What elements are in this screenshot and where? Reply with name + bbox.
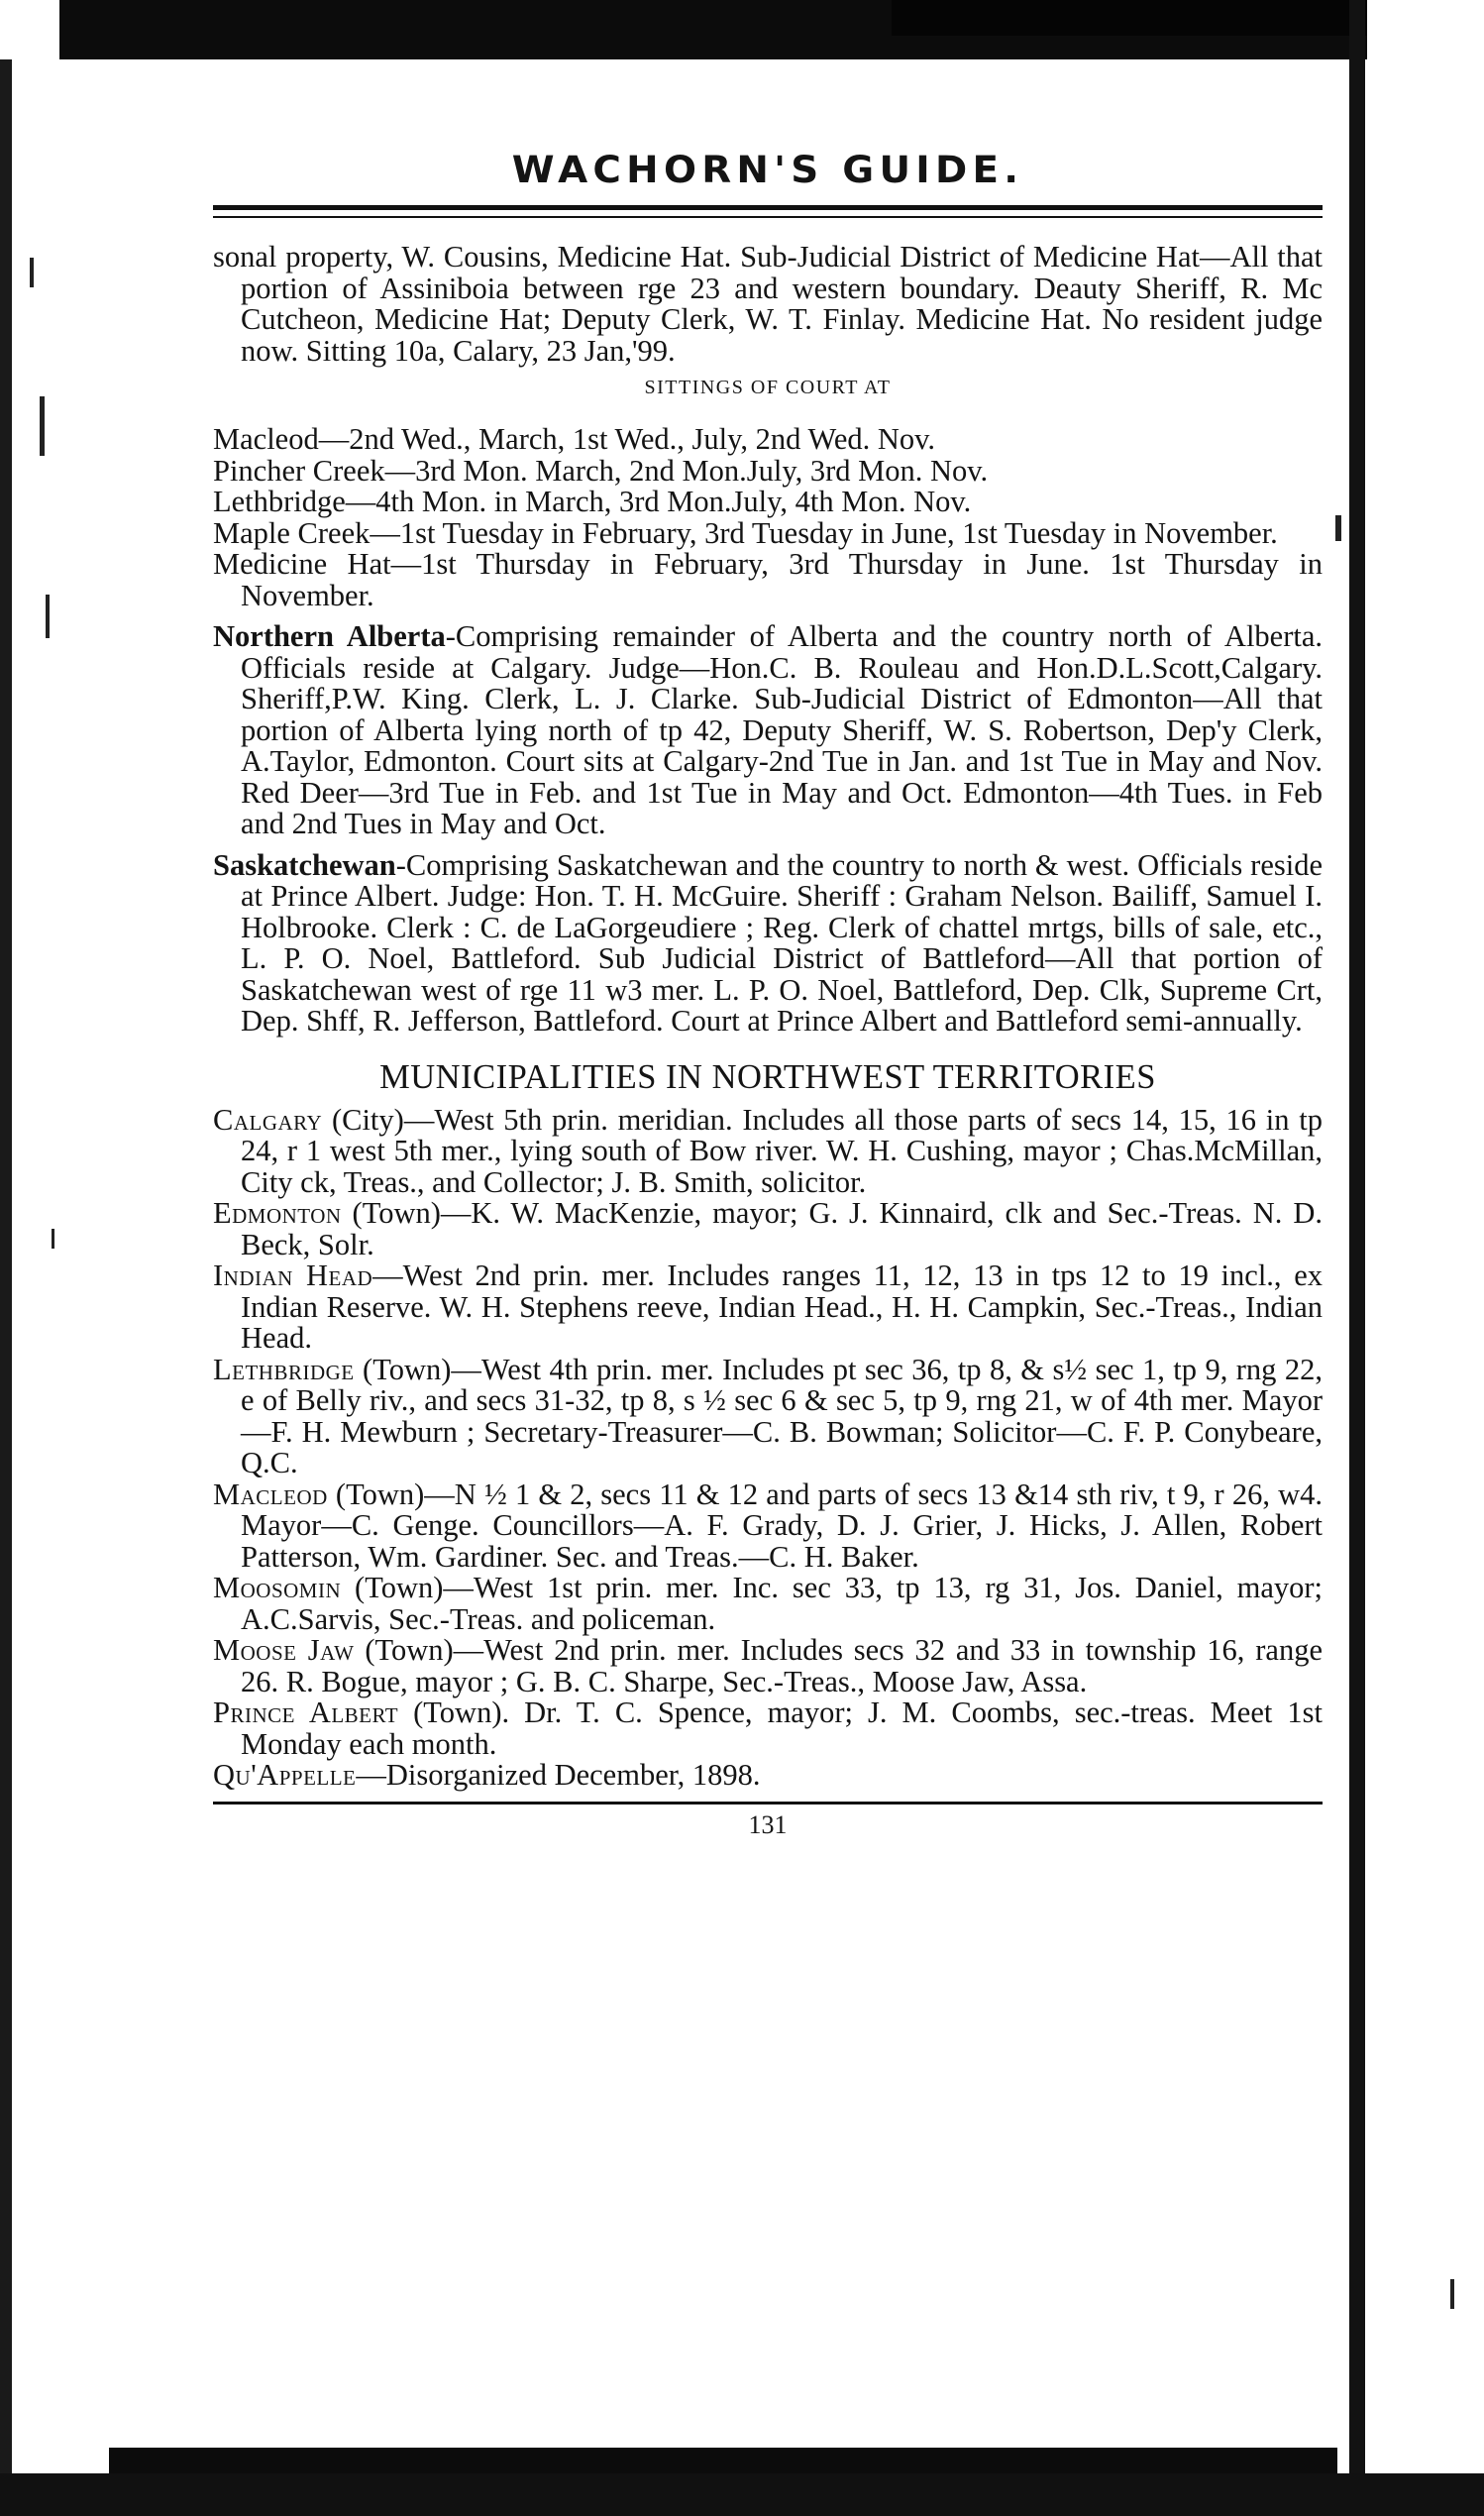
- scan-speck: [40, 396, 45, 456]
- municipality-name: Lethbridge: [213, 1352, 355, 1386]
- municipality-qu-appelle: [213, 1760, 1323, 1792]
- scan-speck: [1450, 2279, 1454, 2309]
- municipality-text: (City)—West 5th prin. meridian. Includes all those parts of secs 14, 15, 16 in tp 24, r 1 west 5th mer., lying south of Bow river. W. H. Cushing, mayor ; Chas.McMillan, City ck, Treas., and Collector; J. B. Smith, solicitor.: [241, 1102, 1323, 1199]
- municipality-text: (Town)—N ½ 1 & 2, secs 11 & 12 and parts of secs 13 &14 sth riv, t 9, r 26, w4. Mayor—C. Genge. Councillors—A. F. Grady, D. J. Grier, J. Hicks, J. Allen, Robert Patterson, Wm. Gardiner. Sec. and Treas.—C. H. Baker.: [241, 1477, 1323, 1574]
- municipality-name: Moosomin: [213, 1571, 342, 1604]
- scan-border-bottom-edge: [0, 2473, 1484, 2516]
- intro-paragraph: sonal property, W. Cousins, Medicine Hat. Sub-Judicial District of Medicine Hat—All that portion of Assiniboia between rge 23 and western boundary. Deauty Sheriff, R. Mc Cutcheon, Medicine Hat; Deputy Clerk, W. T. Finlay. Medicine Hat. No resident judge now. Sitting 10a, Calary, 23 Jan,'99.: [213, 240, 1323, 368]
- footer-rule: [213, 1802, 1323, 1805]
- scan-speck: [30, 258, 34, 287]
- sitting-macleod: Macleod—2nd Wed., March, 1st Wed., July, 2nd Wed. Nov.: [213, 422, 936, 456]
- municipality-name: Macleod: [213, 1477, 328, 1511]
- municipality-macleod: [213, 1479, 1323, 1574]
- municipality-name: Edmonton: [213, 1196, 342, 1230]
- municipality-calgary: [213, 1102, 1323, 1199]
- scan-speck: [1335, 515, 1341, 541]
- scan-speck: [46, 595, 50, 638]
- sitting-medicine-hat: Medicine Hat—1st Thursday in February, 3rd Thursday in June. 1st Thursday in November.: [213, 547, 1323, 612]
- municipality-text: (Town). Dr. T. C. Spence, mayor; J. M. Coombs, sec.-treas. Meet 1st Monday each month.: [241, 1696, 1323, 1761]
- municipality-name: Prince Albert: [213, 1696, 399, 1729]
- sitting-maple-creek: Maple Creek—1st Tuesday in February, 3rd Tuesday in June, 1st Tuesday in November.: [213, 515, 1278, 550]
- sittings-heading: SITTINGS OF COURT AT: [644, 377, 892, 398]
- municipality-text: (Town)—West 4th prin. mer. Includes pt sec 36, tp 8, & s½ sec 1, tp 9, rng 22, e of Belly riv., and secs 31-32, tp 8, s ½ sec 6 & sec 5, tp 9, rng 21, w of 4th mer. Mayor—F. H. Mewburn ; Secretary-Treasurer—C. B. Bowman; Solicitor—C. F. P. Conybeare, Q.C.: [241, 1352, 1323, 1479]
- book-page: [213, 111, 1323, 1840]
- municipality-name: Calgary: [213, 1102, 323, 1137]
- municipality-name: Indian Head: [213, 1258, 373, 1292]
- municipalities-heading: MUNICIPALITIES IN NORTHWEST TERRITORIES: [379, 1057, 1156, 1096]
- header-rule-thin: [213, 216, 1323, 218]
- municipality-moose-jaw: [213, 1635, 1323, 1697]
- sitting-pincher-creek: Pincher Creek—3rd Mon. March, 2nd Mon.July, 3rd Mon. Nov.: [213, 453, 989, 488]
- header-rule: [213, 205, 1323, 210]
- saskatchewan-text: -Comprising Saskatchewan and the country to north & west. Officials reside at Prince Albert. Judge: Hon. T. H. McGuire. Sheriff : Graham Nelson. Bailiff, Samuel I. Holbrooke. Clerk : C. de LaGorgeudiere ; Reg. Clerk of chattel mrtgs, bills of sale, etc., L. P. O. Noel, Battleford. Sub Judicial District of Battleford—All that portion of Saskatchewan west of rge 11 w3 mer. L. P. O. Noel, Battleford, Dep. Clk, Supreme Crt, Dep. Shff, R. Jefferson, Battleford. Court at Prince Albert and Battleford semi-annually.: [241, 847, 1323, 1038]
- northern-alberta-lead: Northern Alberta: [213, 619, 446, 653]
- municipality-text: (Town)—K. W. MacKenzie, mayor; G. J. Kinnaird, clk and Sec.-Treas. N. D. Beck, Solr.: [241, 1196, 1323, 1261]
- saskatchewan-entry: [213, 847, 1323, 1038]
- municipality-lethbridge: [213, 1352, 1323, 1479]
- municipality-text: —West 2nd prin. mer. Includes ranges 11, 12, 13 in tps 12 to 19 incl., ex Indian Reserve. W. H. Stephens reeve, Indian Head., H. H. Campkin, Sec.-Treas., Indian Head.: [241, 1258, 1323, 1355]
- municipality-prince-albert: [213, 1697, 1323, 1760]
- municipality-name: Moose Jaw: [213, 1633, 355, 1667]
- northern-alberta-entry: [213, 621, 1323, 840]
- municipality-name: Qu'Appelle: [213, 1758, 357, 1792]
- scan-border-right: [1349, 0, 1365, 2516]
- municipality-indian-head: [213, 1260, 1323, 1355]
- municipality-text: (Town)—West 2nd prin. mer. Includes secs 32 and 33 in township 16, range 26. R. Bogue, mayor ; G. B. C. Sharpe, Sec.-Treas., Moose Jaw, Assa.: [241, 1633, 1323, 1698]
- municipality-text: —Disorganized December, 1898.: [356, 1758, 761, 1792]
- municipality-moosomin: [213, 1573, 1323, 1635]
- scan-border-left: [0, 59, 12, 2477]
- municipality-text: (Town)—West 1st prin. mer. Inc. sec 33, tp 13, rg 31, Jos. Daniel, mayor; A.C.Sarvis, Sec.-Treas. and policeman.: [241, 1571, 1323, 1636]
- scan-speck: [52, 1229, 54, 1249]
- municipality-edmonton: [213, 1198, 1323, 1260]
- northern-alberta-text: -Comprising remainder of Alberta and the country north of Alberta. Officials reside at Calgary. Judge—Hon.C. B. Rouleau and Hon.D.L.Scott,Calgary. Sheriff,P.W. King. Clerk, L. J. Clarke. Sub-Judicial District of Edmonton—All that portion of Alberta lying north of tp 42, Deputy Sheriff, W. S. Robertson, Dep'y Clerk, A.Taylor, Edmonton. Court sits at Calgary-2nd Tue in Jan. and 1st Tue in May and Nov. Red Deer—3rd Tue in Feb. and 1st Tue in May and Oct. Edmonton—4th Tues. in Feb and 2nd Tues in May and Oct.: [241, 619, 1324, 840]
- page-number: 131: [748, 1809, 788, 1839]
- sitting-lethbridge: Lethbridge—4th Mon. in March, 3rd Mon.July, 4th Mon. Nov.: [213, 485, 972, 518]
- scan-border-top-dark: [892, 0, 1367, 36]
- saskatchewan-lead: Saskatchewan: [213, 847, 396, 882]
- running-header: WACHORN'S GUIDE.: [511, 149, 1024, 191]
